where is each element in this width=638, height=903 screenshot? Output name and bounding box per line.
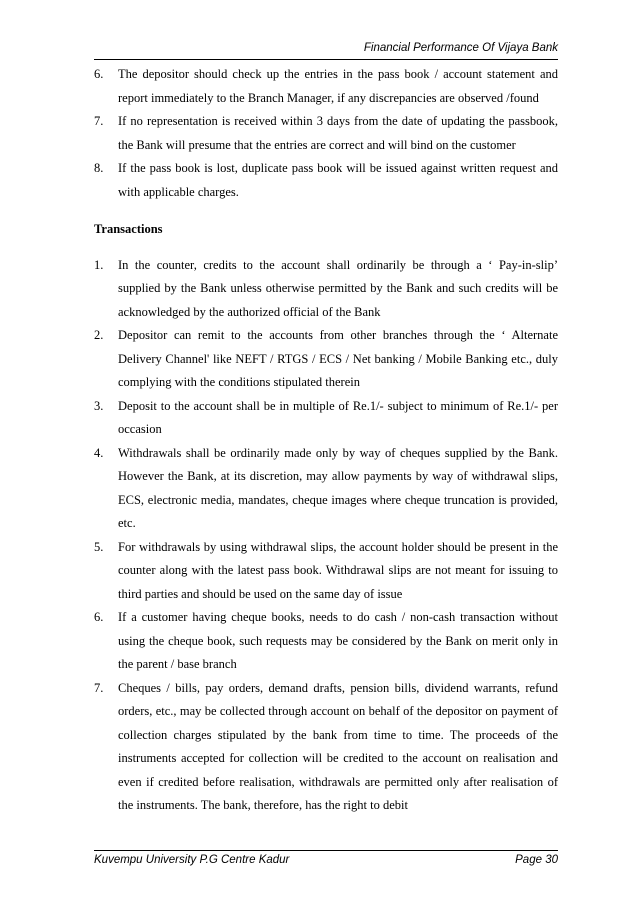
item-text: Withdrawals shall be ordinarily made only by way of cheques supplied by the Bank. However the Bank, at its discretion, may allow payments by way of withdrawal slips, ECS, electronic media, mandates, cheque images where cheque truncation is provided, etc. [118,445,558,530]
list-item [94,157,558,204]
item-number: 5. [94,539,104,554]
item-number: 8. [94,161,104,175]
item-text: If the pass book is lost, duplicate pass book will be issued against written request and with applicable charges. [118,161,558,199]
footer-institution: Kuvempu University P.G Centre Kadur [94,854,290,866]
list-item [94,254,558,325]
list-item [94,606,558,677]
list-item [94,110,558,157]
item-text: Cheques / bills, pay orders, demand drafts, pension bills, dividend warrants, refund orders, etc., may be collected through account on behalf of the depositor on payment of collection charges stipulated by the bank from time to time. The proceeds of the instruments accepted for collection will be credited to the account on realisation and even if credited before realisation, withdrawals are permitted only after realisation of the instruments. The bank, therefore, has the right to debit [118,680,558,812]
item-number: 7. [94,114,104,128]
item-number: 6. [94,67,104,81]
item-text: For withdrawals by using withdrawal slips, the account holder should be present in the counter along with the latest pass book. Withdrawal slips are not meant for issuing to third parties and should be used on the same day of issue [118,539,558,601]
item-number: 2. [94,328,104,342]
footer-page-number: Page 30 [515,854,558,866]
item-text: Depositor can remit to the accounts from other branches through the ‘ Alternate Delivery Channel' like NEFT / RTGS / ECS / Net banking / Mobile Banking etc., duly complying with the conditions stipulated therein [118,328,558,389]
item-text: In the counter, credits to the account shall ordinarily be through a ‘ Pay-in-slip’ supplied by the Bank unless otherwise permitted by the Bank and such credits will be acknowledged by the authorized official of the Bank [118,257,558,319]
item-text: If a customer having cheque books, needs to do cash / non-cash transaction without using the cheque book, such requests may be considered by the Bank on merit only in the parent / base branch [118,610,558,671]
page-content [94,63,558,818]
list-item [94,63,558,110]
list-item [94,442,558,536]
list-item [94,395,558,442]
list-item [94,536,558,607]
item-number: 7. [94,680,104,695]
list-item [94,677,558,818]
footer-divider [94,850,558,851]
list-item [94,324,558,395]
item-number: 4. [94,445,104,460]
item-text: If no representation is received within 3 days from the date of updating the passbook, the Bank will presume that the entries are correct and will bind on the customer [118,114,558,152]
item-text: The depositor should check up the entries in the pass book / account statement and report immediately to the Branch Manager, if any discrepancies are observed /found [118,67,558,105]
page-header-title: Financial Performance Of Vijaya Bank [363,42,558,54]
header-divider [94,59,558,60]
item-text: Deposit to the account shall be in multiple of Re.1/- subject to minimum of Re.1/- per occasion [118,398,558,436]
section-heading: Transactions [94,222,163,236]
item-number: 6. [94,610,104,624]
item-number: 1. [94,257,104,272]
item-number: 3. [94,398,104,413]
